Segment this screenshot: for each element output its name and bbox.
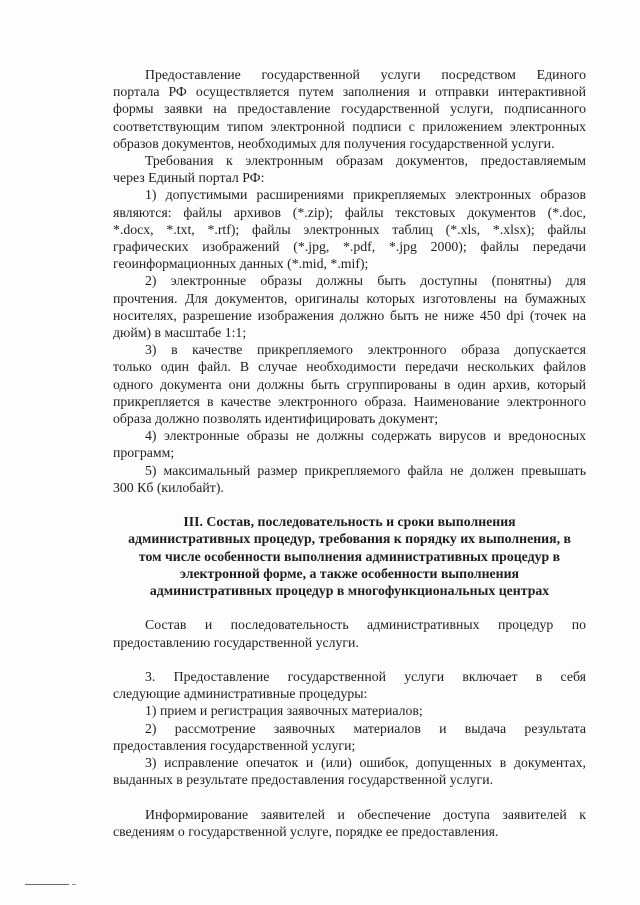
text-line: следующие административные процедуры:: [113, 686, 368, 702]
text-line: сведениям о государственной услуге, порядке ее предоставления.: [113, 823, 499, 839]
text-line: являются: файлы архивов (*.zip); файлы текстовых документов (*.doc,: [113, 204, 586, 220]
requirement-item-4: [113, 427, 586, 461]
text-line: выданных в результате предоставления государственной услуги.: [113, 772, 494, 788]
text-line: дюйм) в масштабе 1:1;: [113, 325, 247, 341]
paragraph-requirements-intro: [113, 152, 586, 186]
text-line: 1) прием и регистрация заявочных материалов;: [145, 703, 423, 719]
text-line: 2) электронные образы должны быть доступны (понятны) для: [145, 273, 586, 289]
text-line: соответствующим типом электронной подписи с приложением электронных: [113, 118, 586, 134]
text-line: 3) исправление опечаток и (или) ошибок, допущенных в документах,: [145, 755, 586, 771]
text-line: образов документов, необходимых для получения государственной услуги.: [113, 135, 555, 151]
text-line: геоинформационных данных (*.mid, *.mif);: [113, 256, 369, 272]
heading-line: III. Состав, последовательность и сроки выполнения: [183, 514, 516, 530]
section-heading: [113, 513, 586, 599]
procedure-item-2: [113, 720, 586, 754]
text-line: предоставления государственной услуги;: [113, 737, 356, 753]
procedure-item-3: [113, 754, 586, 788]
heading-line: том числе особенности выполнения административных процедур в: [138, 548, 561, 564]
heading-line: административных процедур в многофункциональных центрах: [149, 583, 550, 599]
scan-mark: [25, 884, 69, 885]
text-line: 5) максимальный размер прикрепляемого файла не должен превышать: [145, 462, 586, 478]
requirement-item-3: [113, 341, 586, 427]
text-line: Предоставление государственной услуги посредством Единого: [145, 67, 586, 82]
text-line: только один файл. В случае необходимости передачи нескольких файлов: [113, 359, 586, 375]
paragraph-item-3: [113, 668, 586, 702]
text-line: 300 Кб (килобайт).: [113, 479, 224, 495]
paragraph-informing: [113, 806, 586, 840]
text-line: 3. Предоставление государственной услуги включает в себя: [145, 669, 586, 685]
procedure-item-1: [113, 702, 586, 719]
text-line: Состав и последовательность административных процедур по: [145, 617, 586, 633]
scan-mark: [72, 884, 76, 885]
text-line: программ;: [113, 445, 175, 461]
text-line: Требования к электронным образам документов, предоставляемым: [145, 153, 586, 169]
text-line: формы заявки на предоставление государственной услуги, подписанного: [113, 101, 586, 117]
text-line: 4) электронные образы не должны содержать вирусов и вредоносных: [145, 428, 586, 444]
document-body: [113, 66, 586, 840]
text-line: носителях, разрешение изображения должно быть не ниже 450 dpi (точек на: [113, 307, 586, 323]
text-line: прочтения. Для документов, оригиналы которых изготовлены на бумажных: [113, 290, 586, 306]
text-line: 3) в качестве прикрепляемого электронного образа допускается: [145, 342, 586, 358]
requirement-item-2: [113, 272, 586, 341]
text-line: графических изображений (*.jpg, *.pdf, *.jpg 2000); файлы передачи: [113, 239, 586, 255]
text-line: 1) допустимыми расширениями прикрепляемых электронных образов: [145, 187, 586, 203]
paragraph-procedures-composition: [113, 616, 586, 650]
text-line: портала РФ осуществляется путем заполнения и отправки интерактивной: [113, 84, 586, 100]
text-line: одного документа они должны быть сгруппированы в один архив, который: [113, 376, 586, 392]
paragraph-intro: [113, 66, 586, 152]
requirement-item-1: [113, 186, 586, 272]
text-line: Информирование заявителей и обеспечение доступа заявителей к: [145, 806, 586, 822]
heading-line: административных процедур, требования к порядку их выполнения, в: [128, 531, 571, 547]
text-line: 2) рассмотрение заявочных материалов и выдача результата: [145, 720, 586, 736]
text-line: образа должно позволять идентифицировать документ;: [113, 411, 439, 427]
text-line: предоставлению государственной услуги.: [113, 634, 359, 650]
text-line: через Единый портал РФ:: [113, 170, 265, 186]
text-line: прикрепляется в качестве электронного образа. Наименование электронного: [113, 393, 586, 409]
text-line: *.docx, *.txt, *.rtf); файлы электронных таблиц (*.xls, *.xlsx); файлы: [113, 221, 586, 237]
heading-line: электронной форме, а также особенности выполнения: [179, 565, 520, 581]
requirement-item-5: [113, 462, 586, 496]
